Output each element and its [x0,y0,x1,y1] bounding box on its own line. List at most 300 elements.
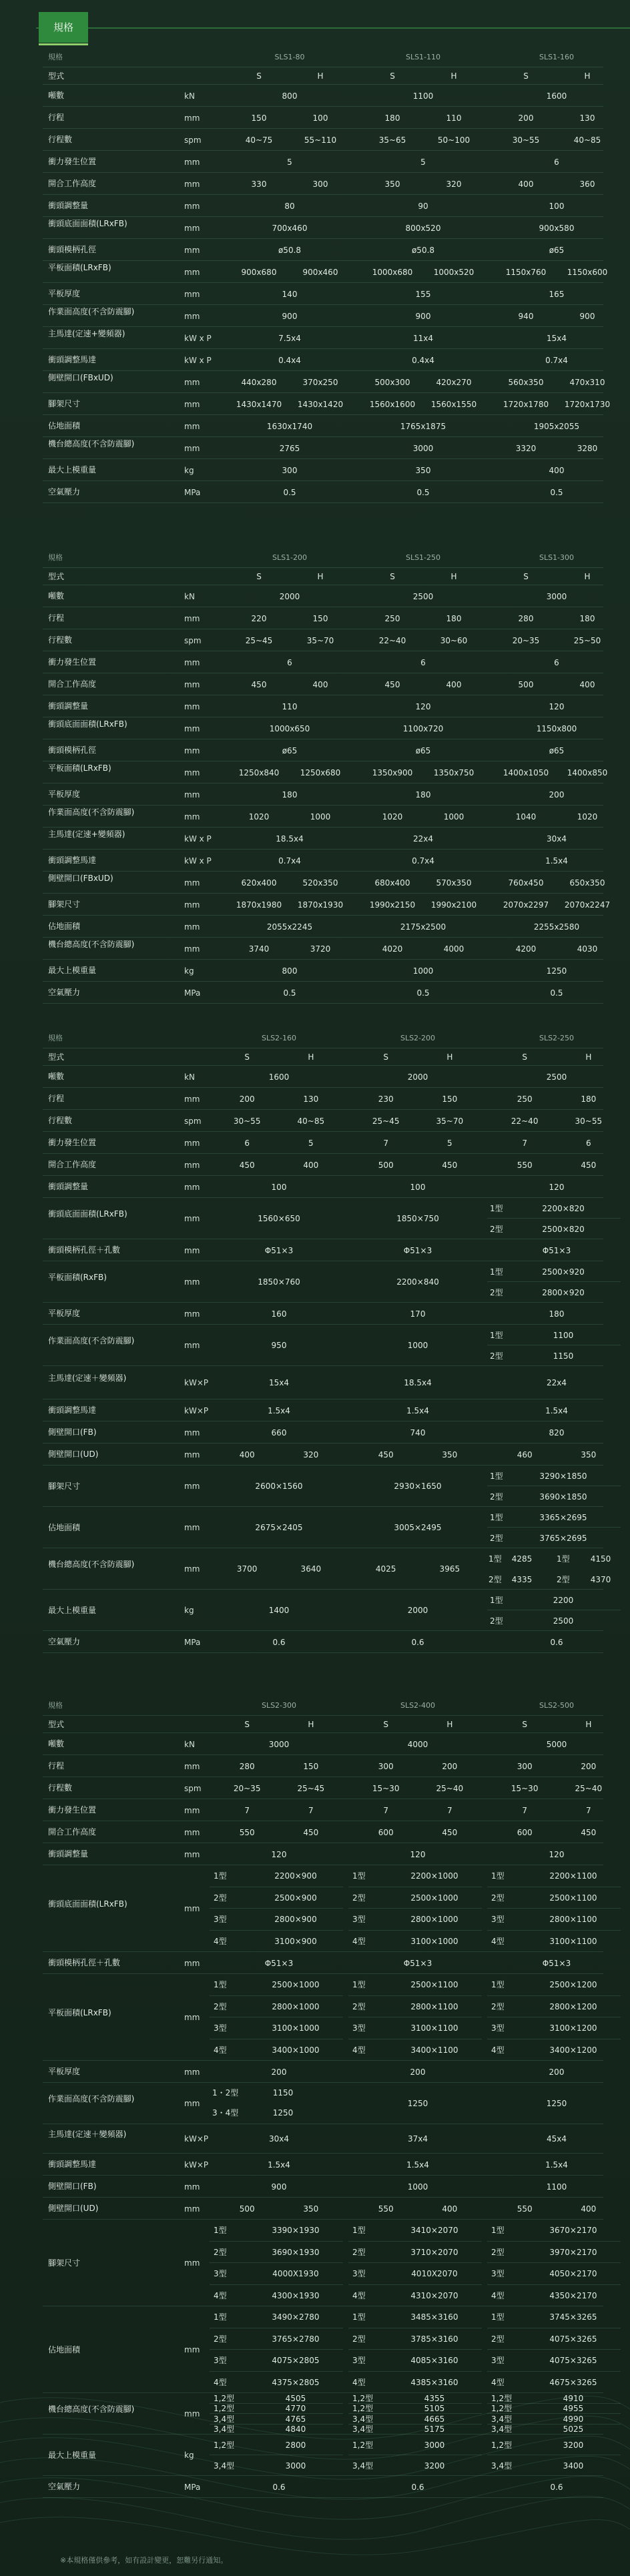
cell-value: 3720 [310,944,331,954]
cell-value: 180 [415,789,431,799]
cell-value: 22~40 [378,635,406,645]
sub-row-rule [487,2262,621,2263]
cell-value: 3290×1850 [539,1471,587,1481]
cell-value: 25~50 [573,635,601,645]
row-label: 空氣壓力 [48,2482,81,2491]
cell-value: 7 [586,1805,591,1815]
type-label: 4型 [352,1936,366,1946]
sub-row-rule [210,2413,343,2414]
row-label: 佔地面積 [48,1522,81,1532]
row-label: 開合工作高度 [48,679,97,689]
row-unit: kg [184,1606,194,1615]
row-label: 空氣壓力 [48,1637,81,1646]
row-label: 行程 [48,613,65,623]
table-row [43,194,603,217]
cell-value: 2000 [279,591,300,601]
cell-value: 620x400 [241,878,277,888]
cell-value: 1100 [546,2182,567,2192]
cell-value: ø65 [415,745,431,755]
cell-value: 4085×3160 [410,2356,458,2366]
row-label: 平板厚度 [48,289,81,298]
row-label: 側壁開口(FBxUD) [48,372,113,382]
cell-value: 3400×1000 [272,2045,320,2055]
cell-value: 900 [271,2182,287,2192]
cell-value: 1560×650 [258,1214,300,1223]
row-label: 平板面積(LRxFB) [48,262,111,272]
table-header-row [43,47,603,67]
row-unit: mm [184,1160,200,1170]
table-row [43,1951,603,1974]
row-label: 衝力發生位置 [48,657,97,667]
row-unit: mm [184,944,200,954]
sub-row-rule [487,1527,621,1528]
cell-value: 0.6 [272,2482,286,2492]
table-row [43,1065,603,1088]
cell-value: S [522,1052,527,1062]
header-rule [36,27,630,29]
sub-row-rule [487,1995,621,1996]
row-unit: mm [184,289,200,299]
cell-value: 15x4 [268,1378,290,1387]
cell-value: 4010X2070 [411,2269,458,2279]
table-row [43,1715,603,1733]
sub-row-rule [348,1995,482,1996]
cell-value: 500 [378,1160,394,1170]
cell-value: 2800 [285,2440,306,2450]
cell-value: 0.5 [550,487,563,497]
type-label: 4型 [214,1936,227,1946]
type-label: 1型 [490,1203,503,1213]
row-label: 平板厚度 [48,2067,81,2076]
row-unit: mm [184,2204,200,2214]
cell-value: 2500×920 [542,1267,585,1277]
cell-value: 1850×750 [396,1214,439,1223]
cell-value: 3640 [300,1564,322,1574]
model-name: SLS1-80 [274,53,305,61]
cell-value: 1400x850 [567,767,608,777]
cell-value: 150 [303,1761,319,1771]
row-unit: mm [184,767,200,777]
table-row [43,673,603,695]
type-label: 4型 [491,1936,505,1946]
cell-value: 15~30 [372,1783,400,1793]
type-label: 1型 [557,1554,570,1564]
type-label: 1型 [490,1330,503,1340]
cell-value: 55~110 [304,135,337,145]
cell-value: 400 [442,2204,458,2214]
cell-value: Φ51×3 [403,1958,432,1968]
row-label: 衝力發生位置 [48,157,97,166]
type-label: 3型 [491,2023,505,2033]
sub-row-rule [348,2349,482,2350]
cell-value: 140 [282,289,298,299]
type-label: 1型 [489,1554,502,1564]
cell-value: 560x350 [508,377,544,387]
row-label: 最大上模重量 [48,465,97,474]
row-label: 作業面高度(不含防震腳) [48,807,135,817]
model-name: SLS2-300 [261,1701,297,1710]
type-label: 1型 [352,2226,366,2236]
row-unit: mm [184,311,200,321]
cell-value: 4075×3265 [549,2356,597,2366]
table-row [43,2392,603,2435]
model-name: SLS2-250 [539,1034,575,1042]
cell-value: 900x580 [539,223,575,233]
row-unit: mm [184,812,200,822]
type-label: 3,4型 [491,2414,513,2424]
row-label: 型式 [48,1052,65,1062]
type-label: 2型 [491,2001,505,2011]
cell-value: 320 [303,1450,319,1460]
row-label: 作業面高度(不含防震腳) [48,2094,135,2104]
cell-value: 1.5x4 [545,856,568,866]
row-label: 腳架尺寸 [48,1481,81,1491]
cell-value: 155 [415,289,431,299]
table-row [43,849,603,872]
table-row [43,106,603,129]
cell-value: 1150x800 [536,723,577,733]
row-unit: kW x P [184,834,212,844]
cell-value: 18.5x4 [404,1378,432,1387]
cell-value: 0.4x4 [412,355,434,365]
cell-value: H [317,71,324,81]
cell-value: 3765×2780 [272,2334,320,2344]
table-row [43,1087,603,1110]
cell-value: 400 [312,679,328,689]
row-label: 空氣壓力 [48,487,81,497]
row-unit: mm [184,1309,200,1319]
cell-value: 22x4 [546,1378,567,1387]
cell-value: 440x280 [241,377,277,387]
table-row [43,1443,603,1466]
cell-value: S [256,572,262,581]
cell-value: 30~55 [575,1116,603,1126]
cell-value: 200 [410,2067,426,2077]
table-row [43,567,603,585]
cell-value: 180 [282,789,298,799]
row-unit: kW×P [184,1405,209,1415]
cell-value: 2800×920 [542,1287,585,1297]
table-row [43,348,603,371]
table-row [43,1506,603,1548]
cell-value: 4285 [511,1554,533,1564]
cell-value: 3365×2695 [539,1512,587,1522]
row-unit: mm [184,1482,200,1491]
cell-value: 6 [554,657,559,667]
table-row [43,1197,603,1239]
cell-value: 7.5x4 [278,333,301,343]
cell-value: 2200×840 [396,1277,439,1287]
cell-value: 700x460 [272,223,308,233]
cell-value: S [523,572,529,581]
cell-value: 3000 [546,591,567,601]
cell-value: 1250 [546,966,567,976]
cell-value: 30x4 [546,834,567,844]
row-label: 開合工作高度 [48,1827,97,1837]
cell-value: 6 [244,1138,250,1148]
table-row [43,67,603,85]
cell-value: 1990x2100 [430,900,477,910]
cell-value: 3100×1100 [549,1936,597,1946]
model-name: SLS1-160 [539,53,575,61]
cell-value: 4665 [424,2414,445,2424]
sub-row-rule [487,2349,621,2350]
cell-value: 220 [251,613,267,623]
sub-row-rule [348,1908,482,1909]
cell-value: 4335 [511,1574,533,1584]
row-label: 腳架尺寸 [48,399,81,408]
row-unit: mm [184,1904,200,1913]
row-unit: mm [184,878,200,888]
row-label: 主馬達(定速+變頻器) [48,829,125,839]
row-unit: mm [184,2345,200,2354]
cell-value: 1000x680 [372,267,413,277]
row-label: 噸數 [48,591,65,601]
type-label: 2型 [491,2334,505,2344]
cell-value: 300 [312,179,328,189]
cell-value: 4020 [382,944,403,954]
table-row [43,937,603,960]
type-label: 2型 [352,1893,366,1903]
cell-value: 120 [410,1849,426,1859]
row-unit: kN [184,591,195,601]
cell-value: 180 [384,113,400,123]
row-label: 衝頭調整馬達 [48,2160,97,2169]
row-label: 衝頭模柄孔徑＋孔數 [48,1958,121,1967]
cell-value: S [390,572,395,581]
table-row [43,172,603,195]
cell-value: 4075×3265 [549,2334,597,2344]
cell-value: 1100x720 [402,723,444,733]
row-label: 衝頭調整量 [48,1182,89,1191]
cell-value: 0.5 [283,988,296,998]
cell-value: 0.6 [550,1637,563,1647]
cell-value: 1000 [310,812,331,822]
type-label: 4型 [352,2290,366,2300]
cell-value: 1250x680 [300,767,341,777]
row-label: 機台總高度(不含防震腳) [48,438,135,448]
row-unit: spm [184,635,202,645]
cell-value: 0.5 [416,487,430,497]
cell-value: S [383,1720,388,1729]
row-label: 平板面積(LRxFB) [48,2008,111,2017]
row-unit: mm [184,1564,200,1574]
cell-value: 3485×3160 [410,2312,458,2322]
table-row [43,1548,611,1590]
cell-value: 660 [271,1427,287,1437]
type-label: 1・2型 [212,2088,239,2098]
type-label: 1型 [352,1871,366,1881]
cell-value: 2500×1000 [410,1893,458,1903]
row-label: 衝頭調整馬達 [48,355,97,364]
table-row [43,2153,603,2176]
row-unit: mm [184,1245,200,1255]
cell-value: 2000 [407,1072,428,1082]
cell-value: 1020 [382,812,403,822]
table-row [43,1109,603,1132]
cell-value: 165 [549,289,565,299]
sub-row-rule [210,1930,343,1931]
cell-value: 40~85 [573,135,601,145]
sub-row-rule [348,1930,482,1931]
model-name: SLS2-160 [261,1034,297,1042]
row-label: 衝力發生位置 [48,1805,97,1815]
row-label: 佔地面積 [48,2344,81,2354]
cell-value: 350 [442,1450,458,1460]
row-unit: mm [184,1182,200,1192]
cell-value: 7 [522,1138,527,1148]
cell-value: ø65 [282,745,298,755]
cell-value: 2055x2245 [266,922,313,932]
cell-value: 800x520 [405,223,441,233]
table-row [43,915,603,938]
type-label: 2型 [490,1224,503,1234]
table-heading: 規格 [48,53,63,61]
row-unit: kW×P [184,2134,209,2144]
cell-value: Φ51×3 [264,1245,294,1255]
cell-value: 120 [415,701,431,711]
row-unit: mm [184,157,200,167]
cell-value: H [308,1052,314,1062]
cell-value: 200 [239,1094,255,1104]
cell-value: 550 [517,2204,533,2214]
cell-value: 90 [418,201,428,211]
cell-value: 3005×2495 [394,1523,442,1532]
type-label: 2型 [214,2001,227,2011]
row-label: 開合工作高度 [48,1160,97,1169]
cell-value: 3320 [515,443,537,453]
type-label: 2型 [214,1893,227,1903]
type-label: 1型 [214,1871,227,1881]
sub-row-rule [487,1930,621,1931]
type-label: 1,2型 [352,2440,374,2450]
cell-value: 500 [518,679,534,689]
cell-value: 1020 [577,812,598,822]
row-unit: spm [184,135,202,145]
cell-value: 820 [549,1427,565,1437]
type-label: 2型 [214,2334,227,2344]
cell-value: 740 [410,1427,426,1437]
table-row [43,2197,603,2220]
cell-value: 950 [271,1341,287,1350]
table-row [43,2219,603,2306]
row-unit: mm [184,2013,200,2022]
table-row [43,1399,603,1421]
row-unit: kW×P [184,2160,209,2170]
cell-value: 3410×2070 [410,2226,458,2236]
row-unit: spm [184,1783,202,1793]
row-label: 衝頭調整量 [48,201,89,210]
cell-value: 1150 [553,1351,574,1361]
cell-value: 1000x520 [433,267,475,277]
cell-value: 4025 [375,1564,396,1574]
cell-value: 18.5x4 [276,834,304,844]
cell-value: 4385×3160 [410,2377,458,2387]
type-label: 2型 [489,1574,502,1584]
cell-value: 450 [251,679,267,689]
cell-value: 2500×1100 [410,1980,458,1990]
table-header-row [43,1028,603,1048]
row-unit: mm [184,223,200,233]
row-unit: mm [184,900,200,910]
cell-value: 2200×820 [542,1203,585,1213]
cell-value: 3670×2170 [549,2226,597,2236]
cell-value: 200 [442,1761,458,1771]
row-label: 作業面高度(不含防震腳) [48,1336,135,1345]
cell-value: 350 [384,179,400,189]
cell-value: 2675×2405 [255,1523,303,1532]
cell-value: 600 [517,1827,533,1837]
table-row [43,1048,603,1066]
cell-value: 100 [410,1182,426,1192]
cell-value: 4050×2170 [549,2269,597,2279]
type-label: 3型 [491,2356,505,2366]
cell-value: 45x4 [546,2134,567,2144]
cell-value: 180 [549,1309,565,1319]
cell-value: 400 [581,2204,597,2214]
row-label: 衝頭調整馬達 [48,1405,97,1415]
cell-value: 200 [581,1761,597,1771]
table-row [43,480,603,503]
row-unit: mm [184,201,200,211]
cell-value: 2500 [553,1616,574,1626]
row-label: 型式 [48,571,65,581]
table-row [43,1175,603,1198]
cell-value: 3490×2780 [272,2312,320,2322]
row-unit: mm [184,701,200,711]
cell-value: 3100×900 [274,1936,317,1946]
cell-value: 3745×3265 [549,2312,597,2322]
row-label: 最大上模重量 [48,2450,97,2460]
cell-value: 37x4 [407,2134,428,2144]
type-label: 1,2型 [491,2440,513,2450]
table-row [43,370,603,393]
cell-value: 4375×2805 [272,2377,320,2387]
cell-value: 15~30 [511,1783,539,1793]
cell-value: 11x4 [412,333,434,343]
cell-value: 3100×1000 [272,2023,320,2033]
table-row [43,1302,603,1325]
cell-value: 6 [420,657,426,667]
cell-value: 900 [579,311,595,321]
cell-value: 1350x900 [372,767,413,777]
cell-value: 450 [384,679,400,689]
table-row [43,1843,603,1865]
cell-value: 1150x600 [567,267,608,277]
cell-value: S [244,1720,250,1729]
model-name: SLS1-250 [405,553,441,562]
cell-value: 680x400 [374,878,410,888]
type-label: 3,4型 [491,2425,513,2435]
row-unit: mm [184,613,200,623]
table-row [43,2060,603,2083]
cell-value: 0.7x4 [278,856,301,866]
sub-row-rule [210,2284,343,2285]
type-label: 1型 [214,2312,227,2322]
sub-row-rule [348,2241,482,2242]
row-label: 主馬達(定速＋變頻器) [48,1373,127,1383]
cell-value: 1040 [515,812,537,822]
cell-value: 1905x2055 [533,421,580,431]
row-unit: mm [184,1827,200,1837]
cell-value: 130 [303,1094,319,1104]
cell-value: 25~45 [297,1783,325,1793]
row-label: 行程數 [48,1783,73,1793]
cell-value: 550 [517,1160,533,1170]
type-label: 2型 [490,1287,503,1297]
cell-value: 3000 [412,443,434,453]
cell-value: 760x450 [508,878,544,888]
